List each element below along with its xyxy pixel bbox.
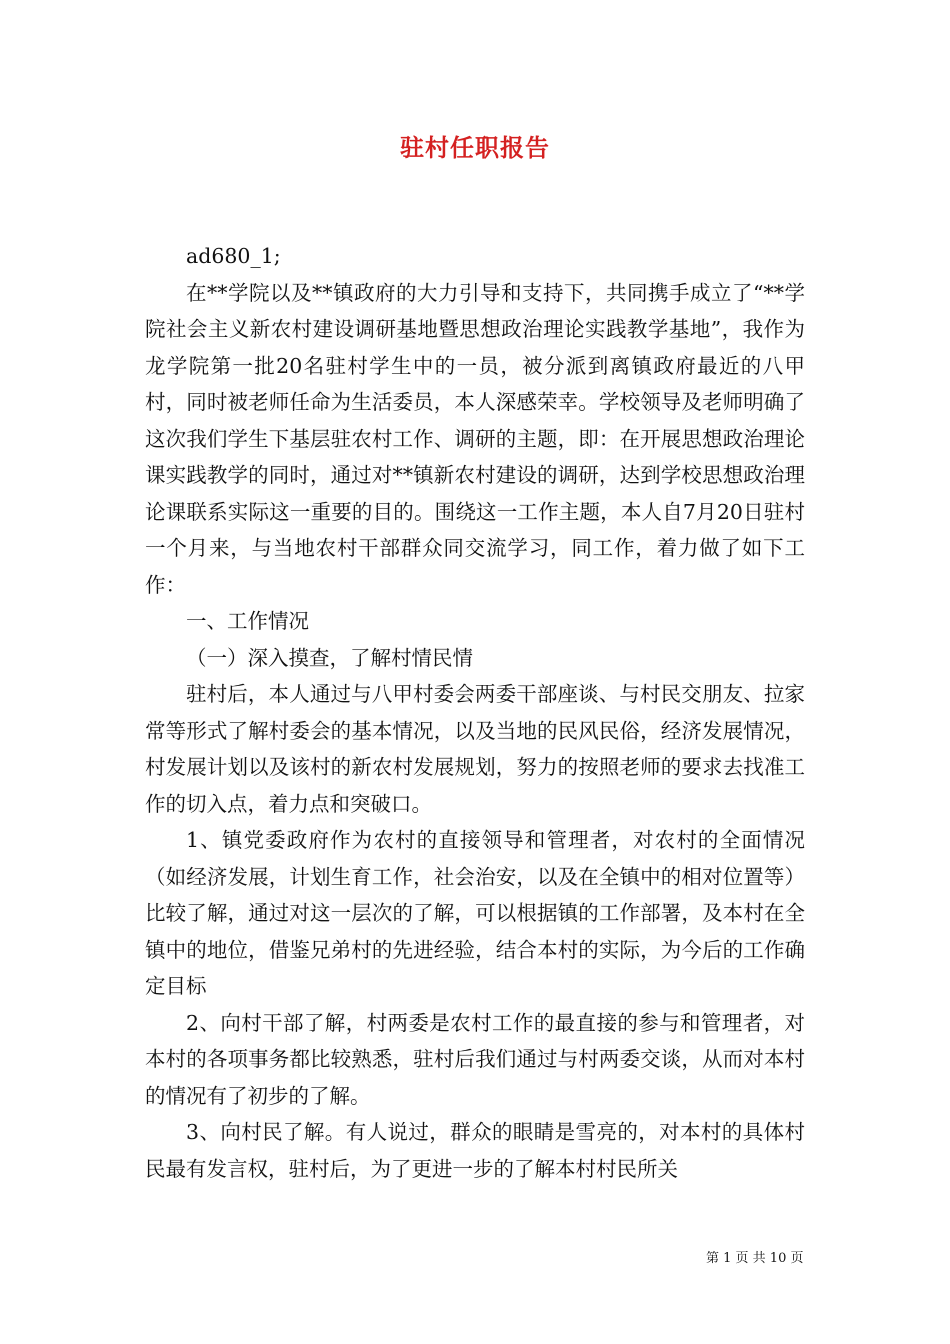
document-title: 驻村任职报告: [400, 133, 550, 162]
paragraph-code: ad680_1;: [186, 244, 281, 268]
section-heading-work: 一、工作情况: [186, 609, 309, 633]
subsection-heading-investigation: （一）深入摸查，了解村情民情: [186, 645, 473, 670]
page-number: 第 1 页 共 10 页: [706, 1251, 804, 1266]
document-body: [145, 238, 805, 1187]
paragraph-item-2: 2、向村干部了解，村两委是农村工作的最直接的参与和管理者，对本村的各项事务都比较熟悉，驻村后我们通过与村两委交谈，从而对本村的情况有了初步的了解。: [145, 1010, 805, 1108]
paragraph-intro: 在**学院以及**镇政府的大力引导和支持下，共同携手成立了“**学院社会主义新农村建设调研基地暨思想政治理论实践教学基地”，我作为龙学院第一批20名驻村学生中的一员，被分派到离镇政府最近的八甲村，同时被老师任命为生活委员，本人深感荣幸。学校领导及老师明确了这次我们学生下基层驻农村工作、调研的主题，即：在开展思想政治理论课实践教学的同时，通过对**镇新农村建设的调研，达到学校思想政治理论课联系实际这一重要的目的。围绕这一工作主题，本人自7月20日驻村一个月来，与当地农村干部群众同交流学习，同工作，着力做了如下工作：: [145, 280, 805, 597]
paragraph-investigation: 驻村后，本人通过与八甲村委会两委干部座谈、与村民交朋友、拉家常等形式了解村委会的基本情况，以及当地的民风民俗，经济发展情况，村发展计划以及该村的新农村发展规划，努力的按照老师的要求去找准工作的切入点，着力点和突破口。: [145, 682, 805, 816]
paragraph-item-1: 1、镇党委政府作为农村的直接领导和管理者，对农村的全面情况（如经济发展，计划生育工作，社会治安，以及在全镇中的相对位置等）比较了解，通过对这一层次的了解，可以根据镇的工作部署，及本村在全镇中的地位，借鉴兄弟村的先进经验，结合本村的实际，为今后的工作确定目标: [145, 828, 805, 998]
paragraph-item-3: 3、向村民了解。有人说过，群众的眼睛是雪亮的，对本村的具体村民最有发言权，驻村后，为了更进一步的了解本村村民所关: [145, 1120, 805, 1181]
